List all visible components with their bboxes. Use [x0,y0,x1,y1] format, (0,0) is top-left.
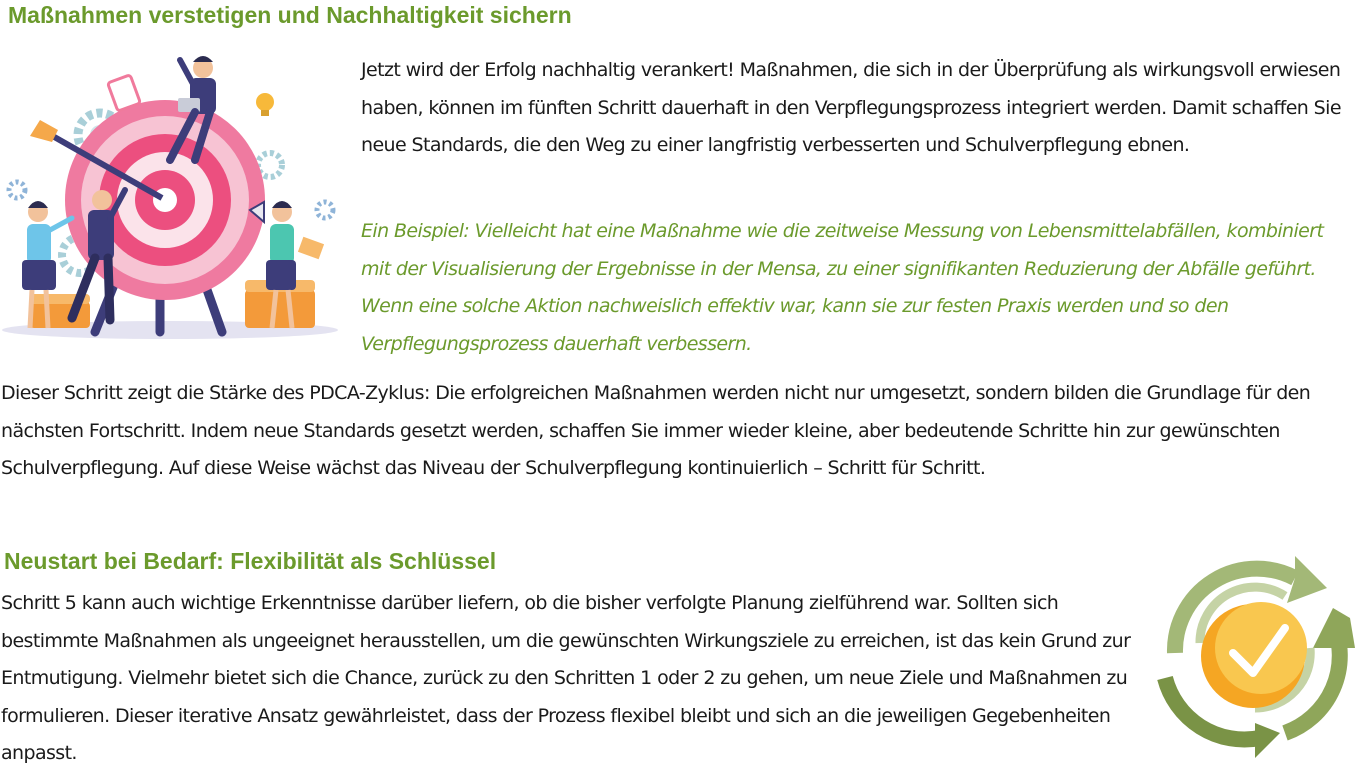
cycle-check-illustration [1145,548,1366,766]
gear-icon [317,202,333,218]
example-paragraph: Ein Beispiel: Vielleicht hat eine Maßnahme wie die zeitweise Messung von Lebensmittelabfällen, kombiniert mit der Visualisierung der Ergebnisse in der Mensa, zu einer signifikanten Reduzierung der Abfälle geführt. Wenn eine solche Aktion nachweislich effektiv war, kann sie zur festen Praxis werden und so den Verpflegungsprozess dauerhaft verbessern. [361,220,1324,355]
gear-icon [9,182,25,198]
clipboard-icon [108,75,141,111]
section-heading-restart: Neustart bei Bedarf: Flexibilität als Schlüssel [4,548,497,574]
pdca-paragraph: Dieser Schritt zeigt die Stärke des PDCA-Zyklus: Die erfolgreichen Maßnahmen werden nicht nur umgesetzt, sondern bilden die Grundlage für den nächsten Fortschritt. Indem neue Standards gesetzt werden, schaffen Sie immer wieder kleine, aber bedeutende Schritte hin zur gewünschten Schulverpflegung. Auf diese Weise wächst das Niveau der Schulverpflegung kontinuierlich – Schritt für Schritt. [1,382,1311,479]
envelope-icon [298,237,324,260]
restart-paragraph: Schritt 5 kann auch wichtige Erkenntnisse darüber liefern, ob die bisher verfolgte Planung zielführend war. Sollten sich bestimmte Maßnahmen als ungeeignet herausstellen, um die gewünschten Wirkungsziele zu erreichen, ist das kein Grund zur Entmutigung. Vielmehr bietet sich die Chance, zurück zu den Schritten 1 oder 2 zu gehen, um neue Ziele und Maßnahmen zu formulieren. Dieser iterative Ansatz gewährleistet, dass der Prozess flexibel bleibt und sich an die jeweiligen Gegebenheiten anpasst. [1,592,1131,764]
target-team-illustration [0,50,340,346]
lightbulb-icon [256,93,274,116]
intro-paragraph: Jetzt wird der Erfolg nachhaltig verankert! Maßnahmen, die sich in der Überprüfung als wirkungsvoll erwiesen haben, können im fünften Schritt dauerhaft in den Verpflegungsprozess integriert werden. Damit schaffen Sie neue Standards, die den Weg zu einer langfristig verbesserten und Schulverpflegung ebnen. [361,59,1341,156]
section-heading-sustainability: Maßnahmen verstetigen und Nachhaltigkeit sichern [8,2,572,28]
gear-icon [258,153,282,177]
